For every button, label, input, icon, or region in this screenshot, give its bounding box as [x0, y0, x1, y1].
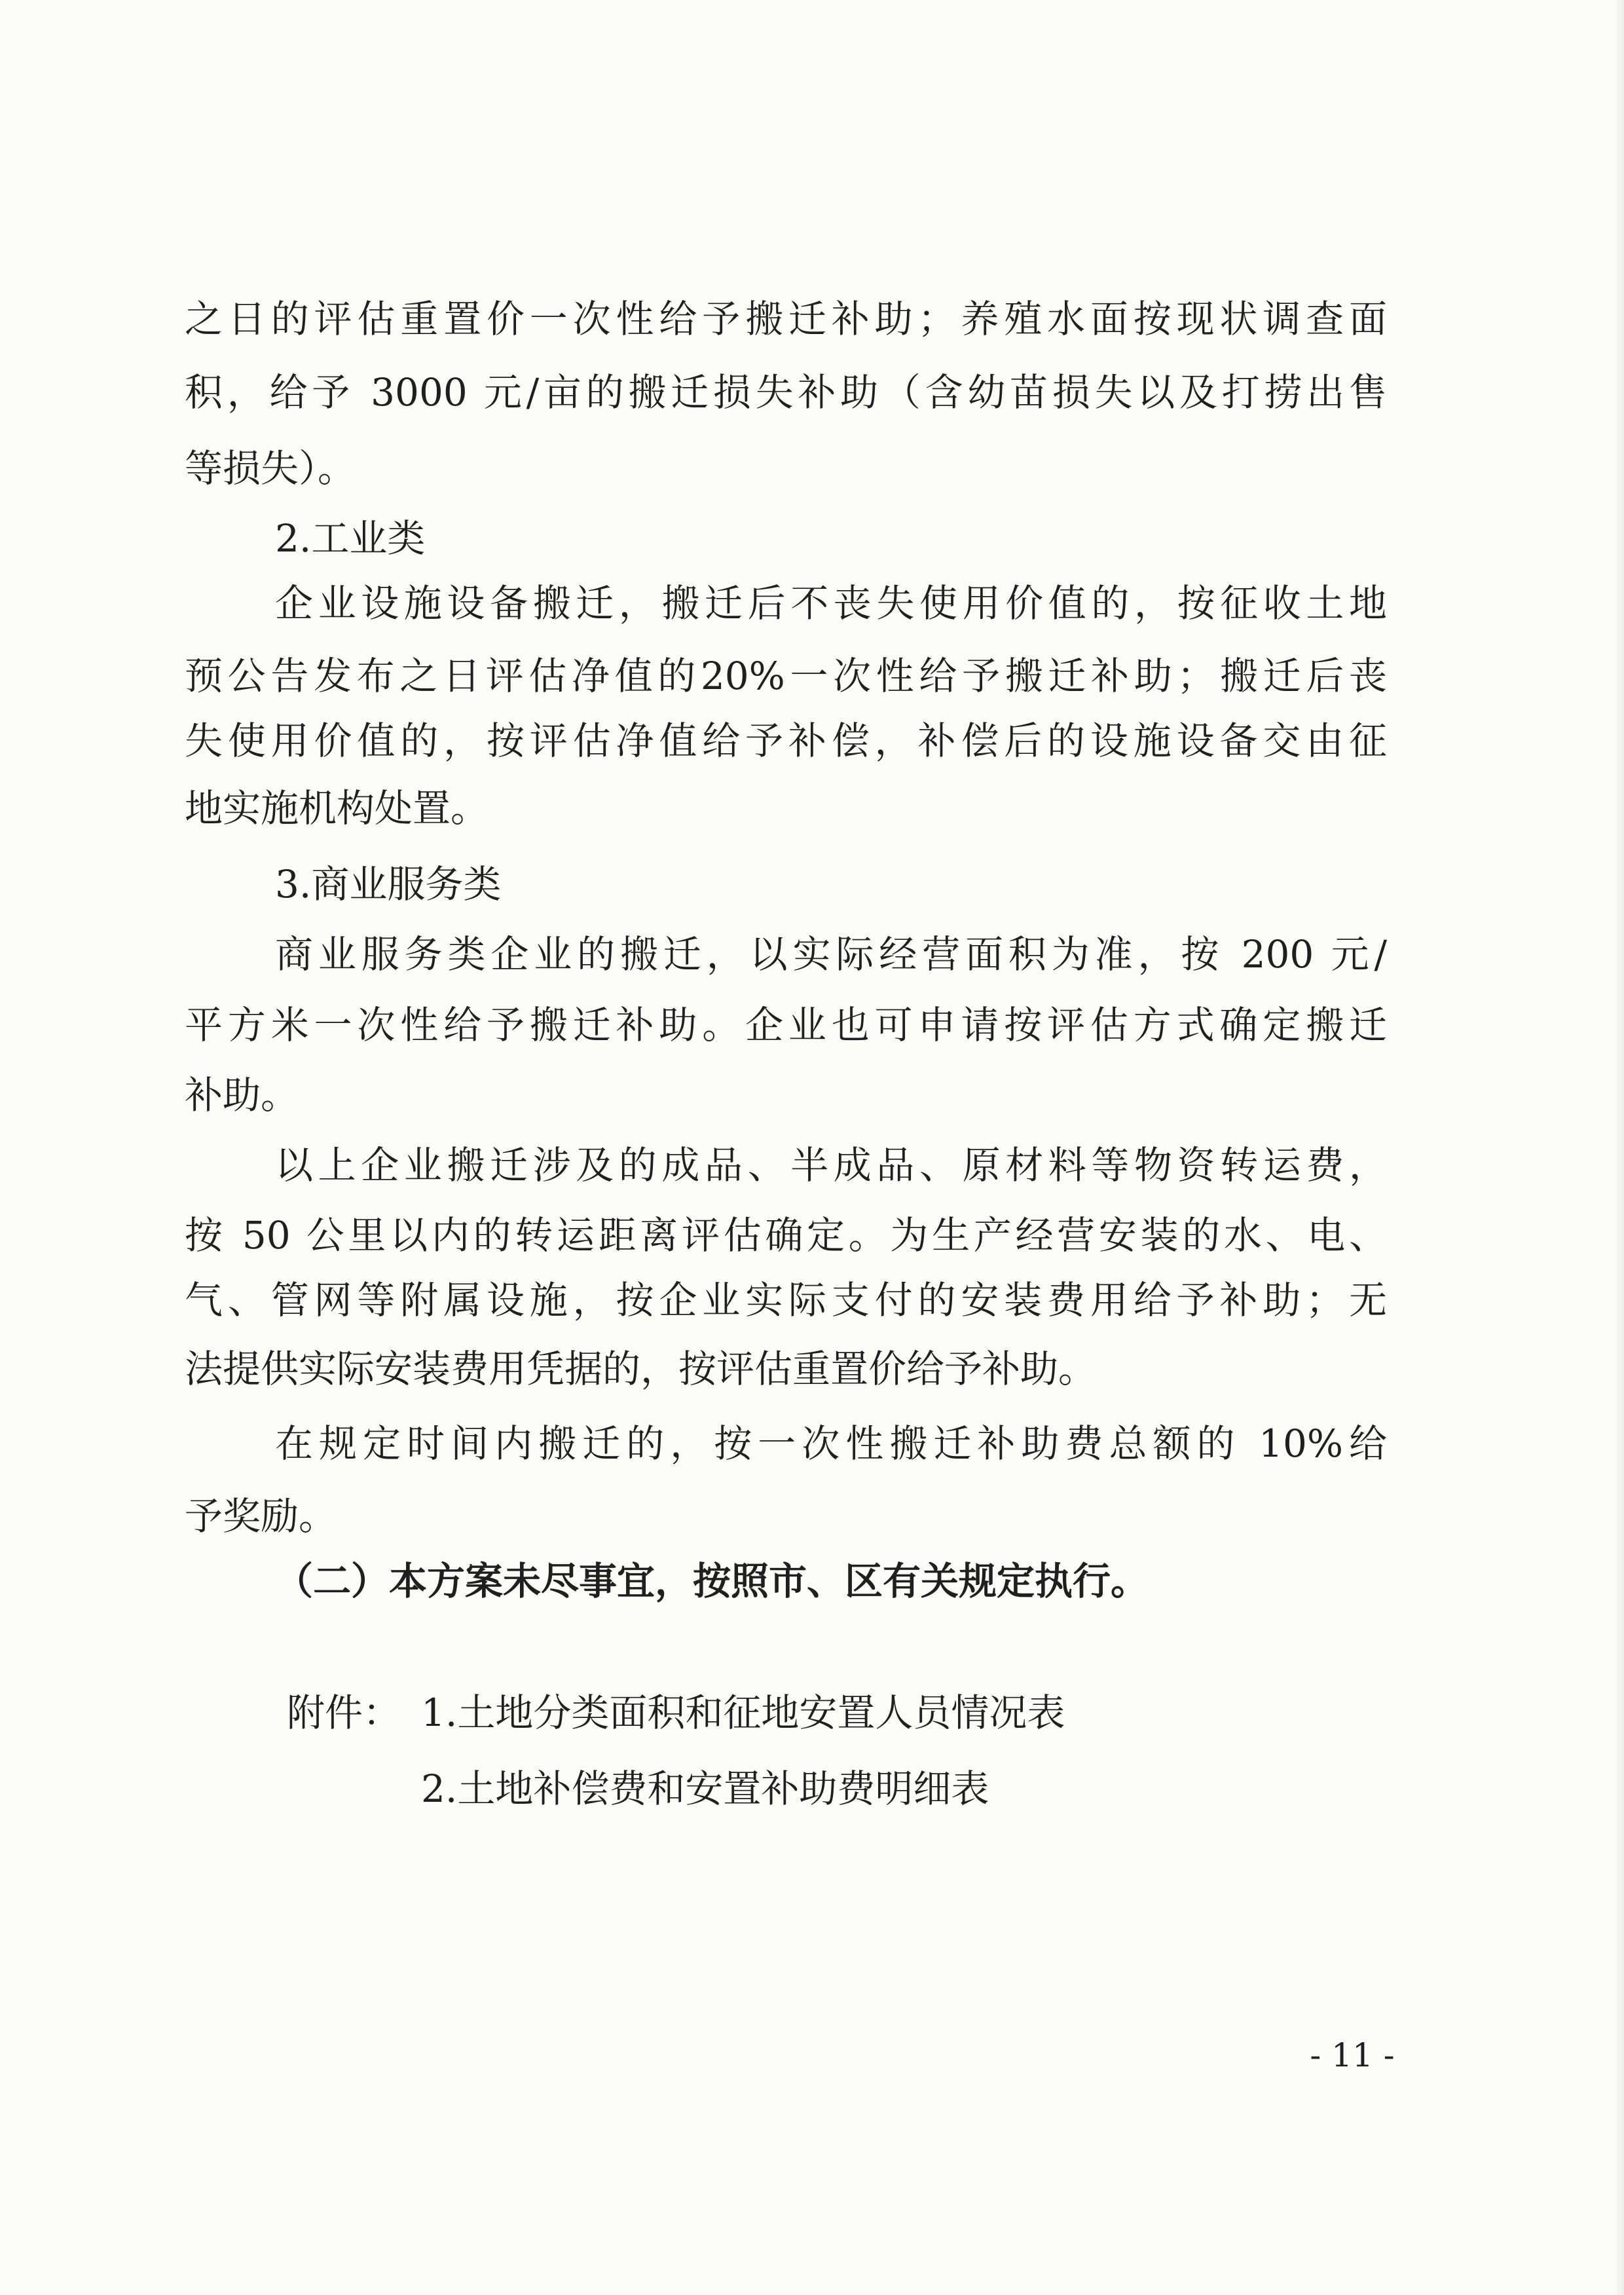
scan-edge-shadow	[1615, 0, 1624, 2295]
body-line: 按 50 公里以内的转运距离评估确定。为生产经营安装的水、电、	[185, 1213, 1387, 1258]
body-line: 予奖励。	[185, 1494, 337, 1539]
body-line: 等损失）。	[185, 446, 356, 491]
page-number: - 11 -	[1310, 2036, 1395, 2074]
body-line: 失使用价值的，按评估净值给予补偿，补偿后的设施设备交由征	[185, 718, 1387, 763]
body-line: 补助。	[185, 1073, 299, 1117]
body-line: 平方米一次性给予搬迁补助。企业也可申请按评估方式确定搬迁	[185, 1003, 1387, 1047]
body-line: 以上企业搬迁涉及的成品、半成品、原材料等物资转运费，	[275, 1143, 1387, 1187]
body-line: 地实施机构处置。	[185, 786, 489, 830]
attachment-item: 2.土地补偿费和安置补助费明细表	[421, 1766, 989, 1811]
body-line: 商业服务类企业的搬迁，以实际经营面积为准，按 200 元/	[275, 932, 1387, 977]
body-line: 气、管网等附属设施，按企业实际支付的安装费用给予补助；无	[185, 1278, 1387, 1322]
body-line: 企业设施设备搬迁，搬迁后不丧失使用价值的，按征收土地	[275, 581, 1387, 625]
body-line: 法提供实际安装费用凭据的，按评估重置价给予补助。	[185, 1347, 1097, 1391]
attachments-label: 附件：	[287, 1690, 401, 1735]
body-line: 预公告发布之日评估净值的20%一次性给予搬迁补助；搬迁后丧	[185, 654, 1387, 698]
subsection-heading-commercial: 3.商业服务类	[275, 862, 502, 906]
body-line: 在规定时间内搬迁的，按一次性搬迁补助费总额的 10%给	[275, 1421, 1387, 1466]
attachment-item: 1.土地分类面积和征地安置人员情况表	[421, 1690, 1065, 1735]
body-line: 之日的评估重置价一次性给予搬迁补助；养殖水面按现状调查面	[185, 297, 1387, 341]
subsection-heading-industrial: 2.工业类	[275, 516, 426, 561]
body-line: 积，给予 3000 元/亩的搬迁损失补助（含幼苗损失以及打捞出售	[185, 370, 1387, 415]
section-heading-two: （二）本方案未尽事宜，按照市、区有关规定执行。	[275, 1559, 1149, 1603]
